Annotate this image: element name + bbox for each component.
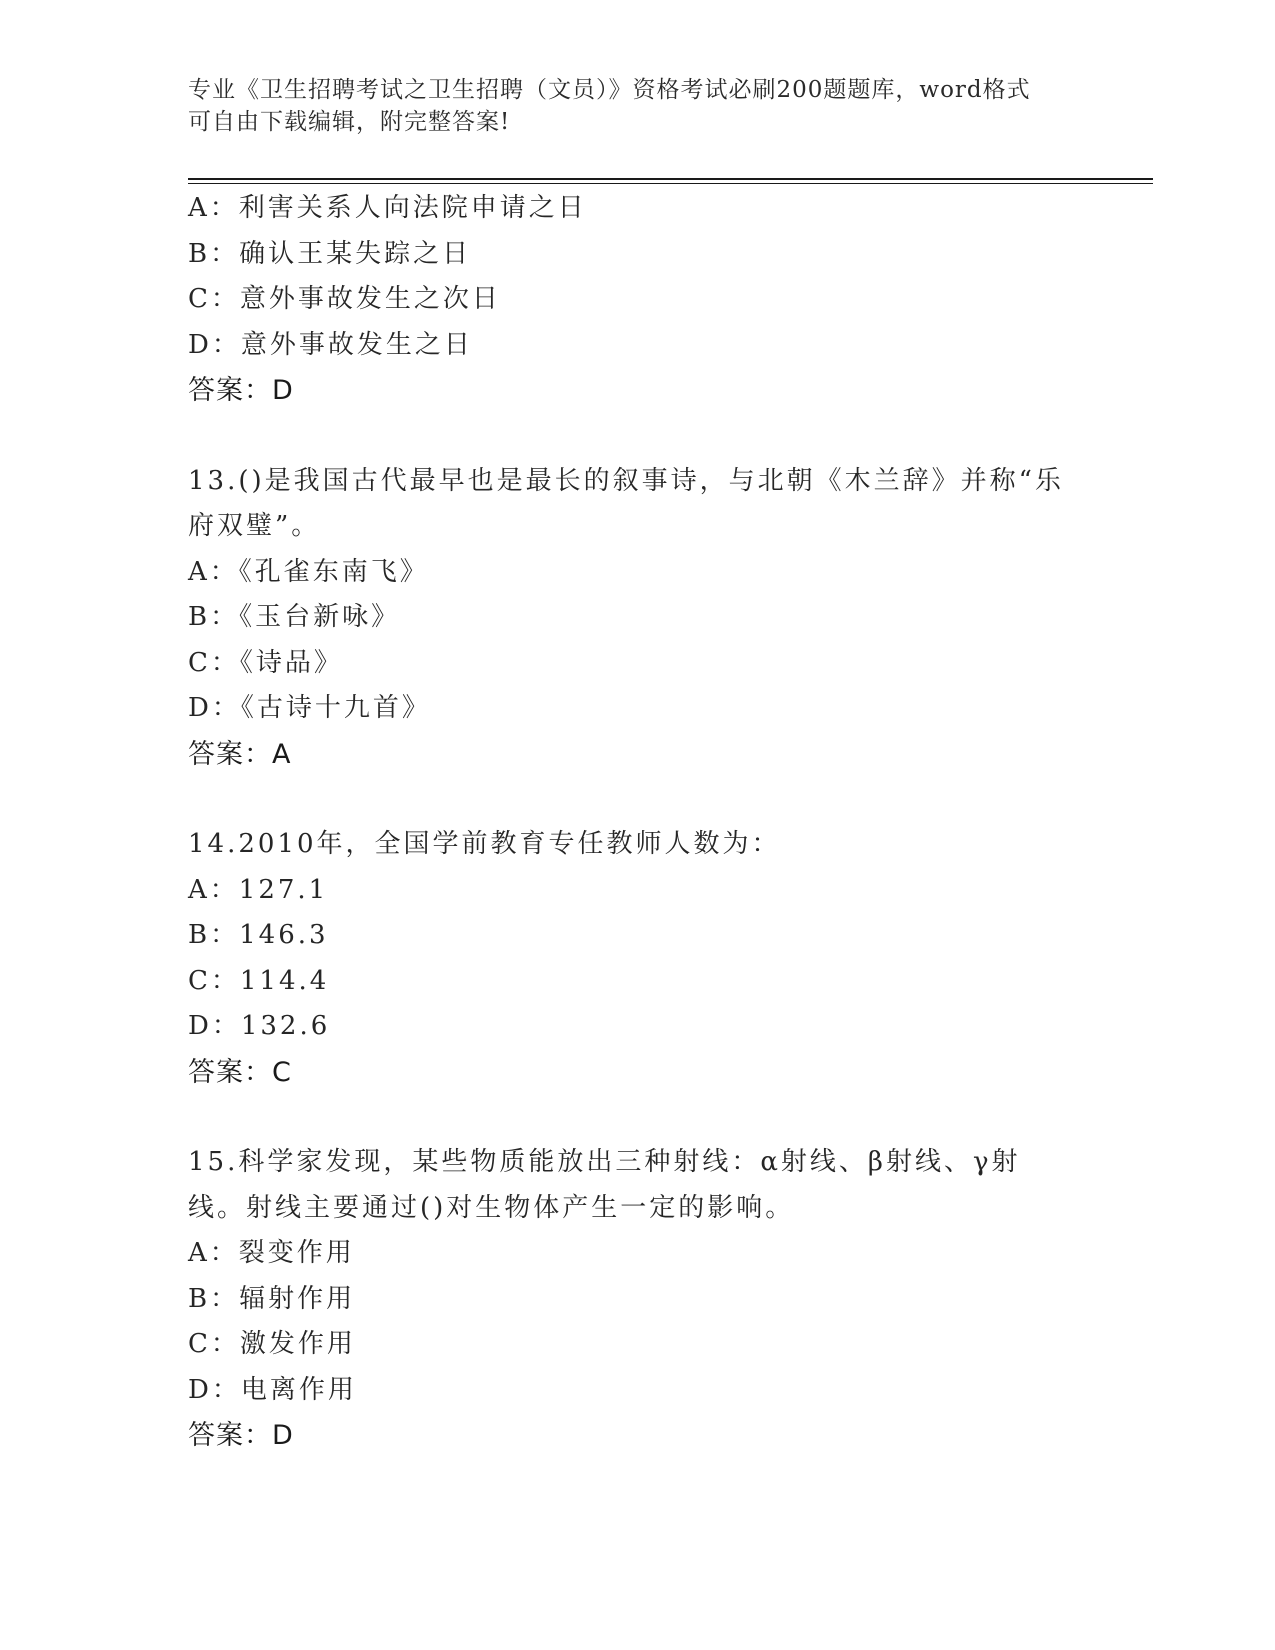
header-divider-thick bbox=[188, 178, 1153, 180]
question-13 bbox=[188, 459, 1088, 778]
option-a: A：裂变作用 bbox=[188, 1238, 355, 1268]
header-line-2: 可自由下载编辑，附完整答案! bbox=[188, 109, 511, 135]
header-divider-thin bbox=[188, 183, 1153, 184]
option-d: D：《古诗十九首》 bbox=[188, 693, 431, 723]
option-d: D：电离作用 bbox=[188, 1374, 357, 1405]
option-b: B：146.3 bbox=[188, 920, 329, 950]
option-d: D：意外事故发生之日 bbox=[188, 329, 473, 360]
question-14 bbox=[188, 822, 1088, 1095]
answer-line: 答案：D bbox=[188, 1420, 294, 1451]
option-b: B：辐射作用 bbox=[188, 1283, 356, 1314]
option-d: D：132.6 bbox=[188, 1011, 331, 1041]
option-b: B：确认王某失踪之日 bbox=[188, 238, 472, 269]
document-header bbox=[188, 74, 1088, 138]
option-c: C：《诗品》 bbox=[188, 647, 343, 678]
option-c: C：意外事故发生之次日 bbox=[188, 284, 501, 314]
answer-line: 答案：A bbox=[188, 738, 292, 770]
option-c: C：激发作用 bbox=[188, 1329, 356, 1359]
answer-line: 答案：C bbox=[188, 1056, 292, 1088]
question-stem-line-1: 14.2010年，全国学前教育专任教师人数为： bbox=[188, 829, 781, 859]
question-15 bbox=[188, 1140, 1088, 1459]
answer-line: 答案：D bbox=[188, 375, 294, 406]
question-stem-line-1: 15.科学家发现，某些物质能放出三种射线：α射线、β射线、γ射 bbox=[188, 1147, 1021, 1177]
option-c: C：114.4 bbox=[188, 965, 330, 996]
option-a: A：利害关系人向法院申请之日 bbox=[188, 193, 587, 223]
question-stem-line-2: 府双璧”。 bbox=[188, 511, 321, 541]
option-a: A：《孔雀东南飞》 bbox=[188, 556, 429, 587]
spacer bbox=[188, 1095, 1088, 1140]
spacer bbox=[188, 777, 1088, 822]
spacer bbox=[188, 414, 1088, 459]
option-b: B：《玉台新咏》 bbox=[188, 602, 401, 632]
question-stem-line-1: 13.()是我国古代最早也是最长的叙事诗，与北朝《木兰辞》并称“乐 bbox=[188, 465, 1064, 496]
header-line-1: 专业《卫生招聘考试之卫生招聘（文员）》资格考试必刷200题题库，word格式 bbox=[188, 77, 1031, 103]
question-12-continued bbox=[188, 186, 1088, 414]
option-a: A：127.1 bbox=[188, 874, 329, 905]
question-stem-line-2: 线。射线主要通过()对生物体产生一定的影响。 bbox=[188, 1192, 795, 1223]
question-list bbox=[188, 186, 1088, 1459]
